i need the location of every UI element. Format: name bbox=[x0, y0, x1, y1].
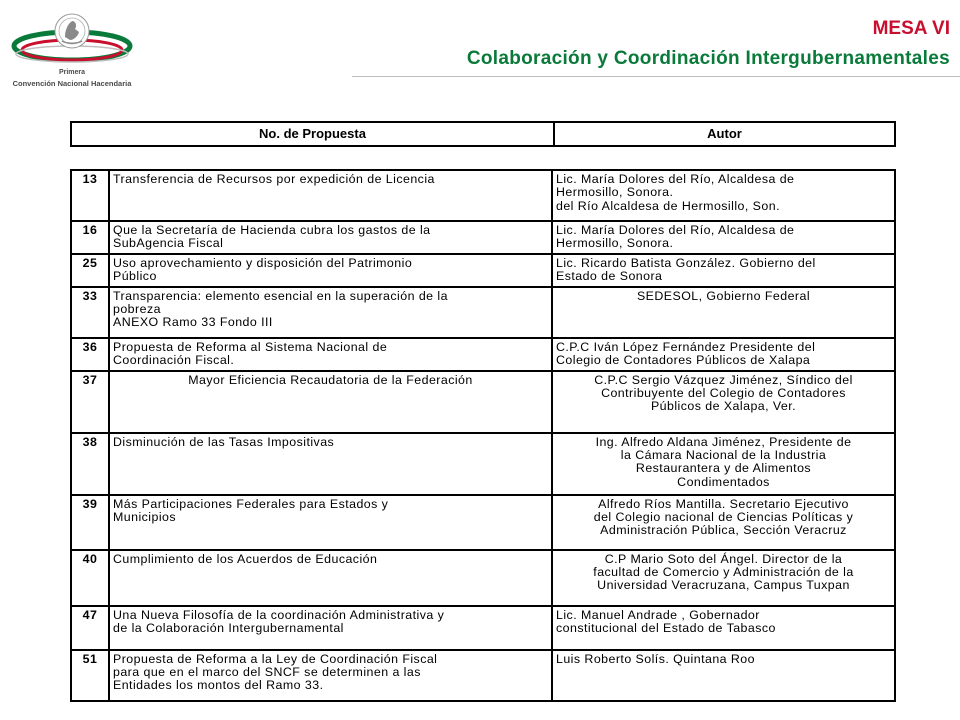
table-row bbox=[71, 433, 895, 495]
proposal-number: 39 bbox=[71, 495, 109, 550]
table-row bbox=[71, 371, 895, 433]
proposal-number: 40 bbox=[71, 550, 109, 606]
proposal-author-line: Lic. Manuel Andrade , Gobernador bbox=[556, 607, 760, 622]
proposal-title-line: de la Colaboración Intergubernamental bbox=[113, 621, 344, 636]
proposal-title-line: ANEXO Ramo 33 Fondo III bbox=[113, 315, 273, 330]
proposal-author-line: la Cámara Nacional de la Industria bbox=[620, 448, 827, 463]
proposal-title-line: Propuesta de Reforma al Sistema Nacional de bbox=[113, 339, 388, 354]
proposal-title-line: Coordinación Fiscal. bbox=[113, 353, 235, 368]
proposal-author bbox=[552, 254, 895, 287]
proposal-number: 33 bbox=[71, 287, 109, 338]
proposal-title bbox=[109, 650, 552, 701]
proposal-title-line: Entidades los montos del Ramo 33. bbox=[113, 678, 324, 693]
proposal-author bbox=[552, 170, 895, 221]
proposal-author-line: Condimentados bbox=[677, 474, 770, 489]
proposal-number: 16 bbox=[71, 221, 109, 254]
proposal-author-line: C.P.C Sergio Vázquez Jiménez, Síndico del bbox=[594, 372, 853, 387]
logo-text-primera: Primera bbox=[58, 69, 86, 76]
proposal-title bbox=[109, 338, 552, 371]
table-column-header bbox=[70, 121, 896, 147]
proposal-number: 38 bbox=[71, 433, 109, 495]
proposal-title-line: Propuesta de Reforma a la Ley de Coordinación Fiscal bbox=[113, 651, 438, 666]
proposal-title bbox=[109, 550, 552, 606]
proposal-title-line: Transferencia de Recursos por expedición de Licencia bbox=[113, 172, 435, 186]
proposal-author-line: Restaurantera y de Alimentos bbox=[635, 461, 812, 476]
proposal-title bbox=[109, 287, 552, 338]
proposal-author-line: Alfredo Ríos Mantilla. Secretario Ejecutivo bbox=[598, 496, 849, 511]
table-row bbox=[71, 338, 895, 371]
table-row bbox=[71, 254, 895, 287]
proposal-title-line: Municipios bbox=[113, 510, 177, 525]
proposal-title-line: Que la Secretaría de Hacienda cubra los gastos de la bbox=[113, 223, 431, 237]
proposal-author-line: Contribuyente del Colegio de Contadores bbox=[601, 386, 846, 401]
proposal-title-line: Disminución de las Tasas Impositivas bbox=[113, 434, 335, 449]
proposal-author-line: C.P Mario Soto del Ángel. Director de la bbox=[604, 551, 843, 566]
proposal-author-line: Colegio de Contadores Públicos de Xalapa bbox=[556, 353, 811, 368]
proposal-title bbox=[109, 606, 552, 650]
proposal-number: 47 bbox=[71, 606, 109, 650]
proposal-title bbox=[109, 170, 552, 221]
logo-text-convencion: Convención Nacional Hacendaria bbox=[12, 79, 132, 88]
proposal-author bbox=[552, 550, 895, 606]
table-row bbox=[71, 495, 895, 550]
proposal-title-line: Público bbox=[113, 269, 157, 284]
proposal-author bbox=[552, 371, 895, 433]
header-autor: Autor bbox=[707, 126, 742, 141]
proposal-author-line: Públicos de Xalapa, Ver. bbox=[650, 399, 797, 414]
proposal-author-line: Hermosillo, Sonora. bbox=[556, 236, 674, 251]
proposal-number: 51 bbox=[71, 650, 109, 701]
proposal-author bbox=[552, 606, 895, 650]
proposal-author bbox=[552, 221, 895, 254]
proposal-title-line: para que en el marco del SNCF se determinen a las bbox=[113, 665, 421, 680]
title-divider bbox=[352, 76, 960, 77]
proposal-author bbox=[552, 287, 895, 338]
mexican-eagle-emblem-icon bbox=[10, 10, 134, 68]
proposal-author-line: Administración Pública, Sección Veracruz bbox=[600, 523, 847, 538]
proposal-title bbox=[109, 371, 552, 433]
proposal-author-line: facultad de Comercio y Administración de la bbox=[593, 565, 854, 580]
proposal-title-line: Transparencia: elemento esencial en la superación de la bbox=[113, 288, 448, 303]
proposal-title bbox=[109, 221, 552, 254]
proposal-number: 36 bbox=[71, 338, 109, 371]
proposal-number: 37 bbox=[71, 371, 109, 433]
table-row bbox=[71, 550, 895, 606]
proposal-author-line: constitucional del Estado de Tabasco bbox=[556, 621, 776, 636]
proposal-author-line: C.P.C Iván López Fernández Presidente del bbox=[556, 339, 816, 354]
proposal-title bbox=[109, 254, 552, 287]
proposal-title-line: Uso aprovechamiento y disposición del Patrimonio bbox=[113, 255, 413, 270]
proposal-author-line: Universidad Veracruzana, Campus Tuxpan bbox=[597, 578, 850, 593]
proposal-author bbox=[552, 650, 895, 701]
proposal-title bbox=[109, 433, 552, 495]
table-row bbox=[71, 287, 895, 338]
table-row bbox=[71, 221, 895, 254]
proposal-author-line: Hermosillo, Sonora. bbox=[556, 185, 674, 200]
proposal-author-line: Ing. Alfredo Aldana Jiménez, Presidente de bbox=[595, 434, 852, 449]
proposal-author-line: SEDESOL, Gobierno Federal bbox=[636, 288, 811, 303]
proposal-author bbox=[552, 338, 895, 371]
table-row bbox=[71, 606, 895, 650]
header-no-propuesta: No. de Propuesta bbox=[72, 123, 555, 145]
proposal-author-line: Lic. María Dolores del Río, Alcaldesa de bbox=[556, 223, 795, 237]
proposal-number: 25 bbox=[71, 254, 109, 287]
table-row bbox=[71, 170, 895, 221]
proposal-title-line: Más Participaciones Federales para Estados y bbox=[113, 496, 389, 511]
proposal-title-line: pobreza bbox=[113, 302, 161, 317]
proposal-author-line: Luis Roberto Solís. Quintana Roo bbox=[556, 651, 755, 666]
proposal-title-line: SubAgencia Fiscal bbox=[113, 236, 224, 251]
convention-logo bbox=[6, 10, 138, 94]
proposals-table bbox=[70, 169, 896, 702]
proposal-author bbox=[552, 495, 895, 550]
proposal-title bbox=[109, 495, 552, 550]
proposal-author-line: Lic. Ricardo Batista González. Gobierno del bbox=[556, 255, 816, 270]
proposal-author-line: del Colegio nacional de Ciencias Políticas y bbox=[593, 510, 854, 525]
proposal-number: 13 bbox=[71, 170, 109, 221]
proposal-author-line: Lic. María Dolores del Río, Alcaldesa de bbox=[556, 172, 795, 186]
proposal-title-line: Mayor Eficiencia Recaudatoria de la Federación bbox=[188, 372, 473, 387]
proposal-title-line: Una Nueva Filosofía de la coordinación Administrativa y bbox=[113, 607, 445, 622]
proposal-author-line: del Río Alcaldesa de Hermosillo, Son. bbox=[556, 198, 780, 213]
table-row bbox=[71, 650, 895, 701]
page-subtitle: Colaboración y Coordinación Intergubernamentales bbox=[466, 48, 950, 69]
proposal-author bbox=[552, 433, 895, 495]
proposal-title-line: Cumplimiento de los Acuerdos de Educación bbox=[113, 551, 378, 566]
mesa-title: MESA VI bbox=[872, 18, 950, 39]
proposal-author-line: Estado de Sonora bbox=[556, 269, 663, 284]
